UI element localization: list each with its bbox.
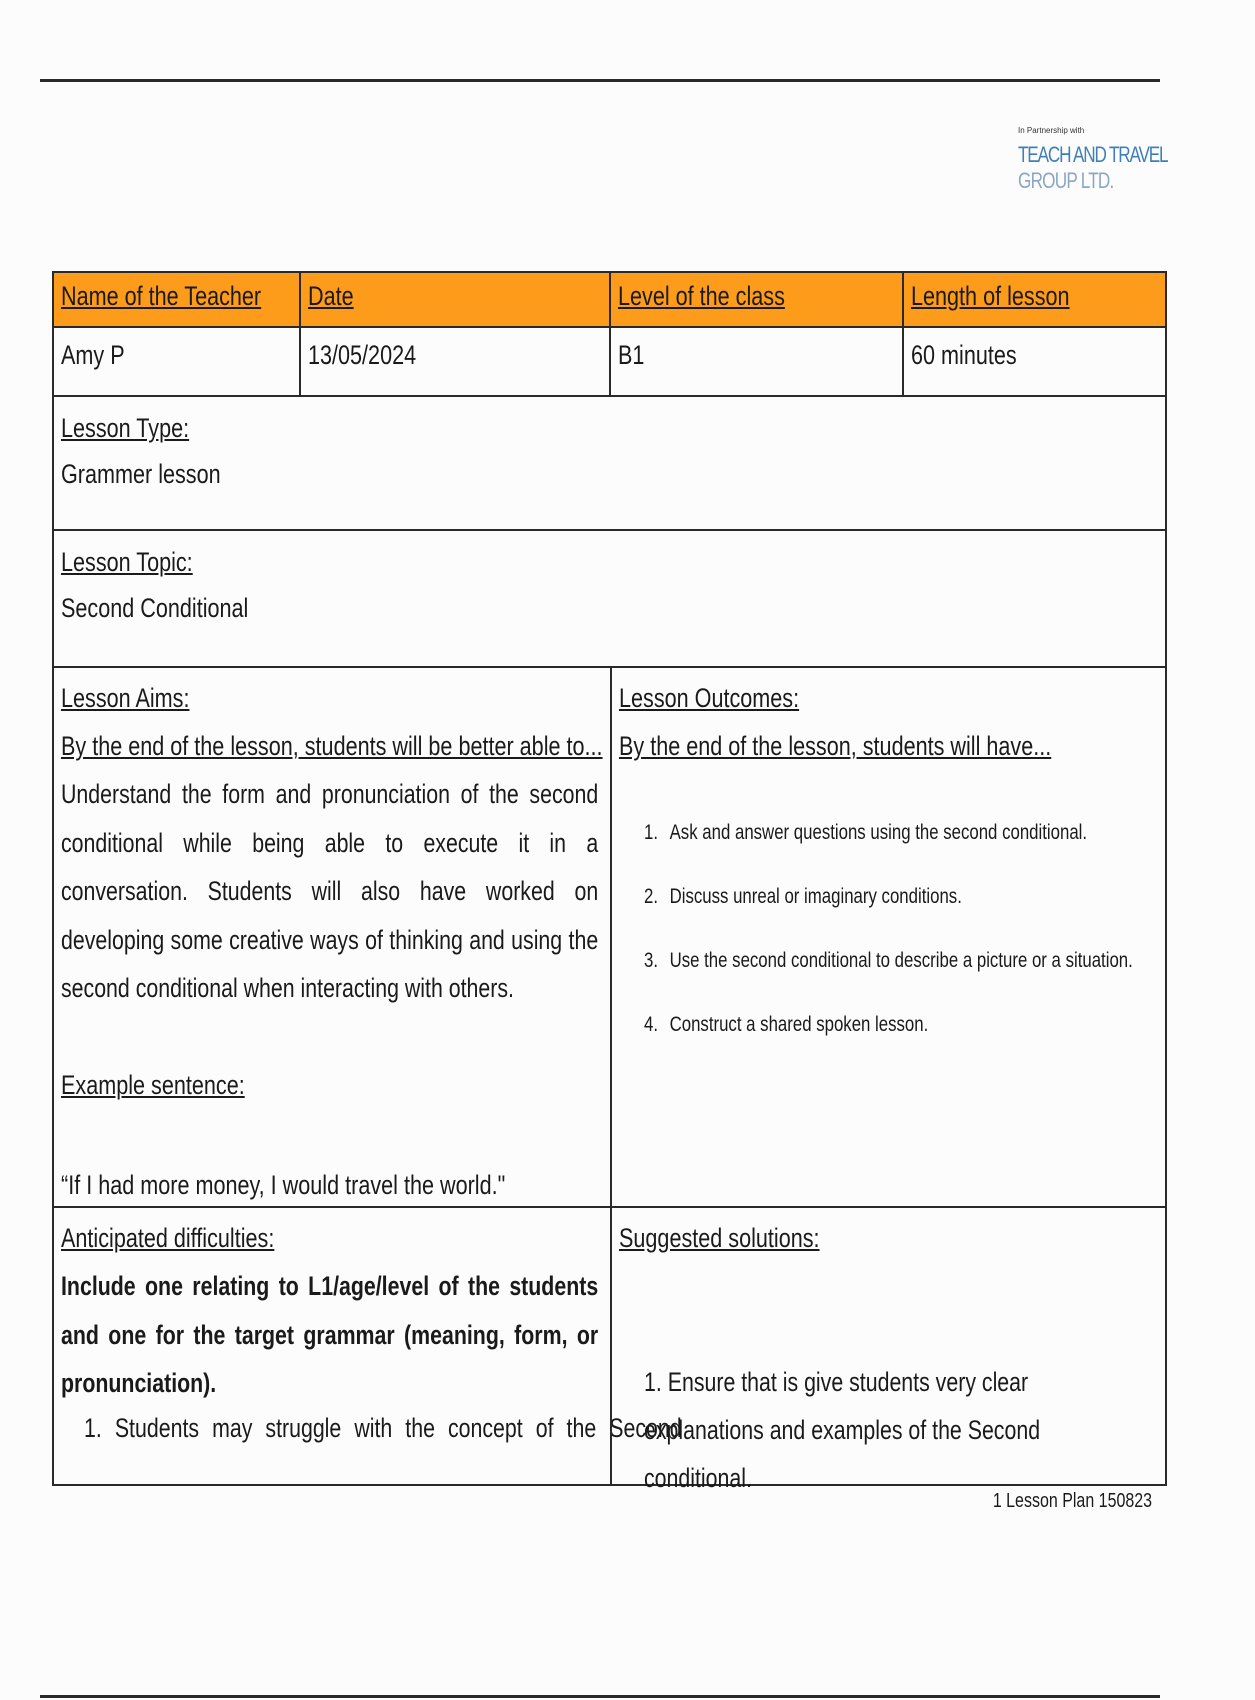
example-label: Example sentence:: [61, 1069, 245, 1100]
lesson-topic-value: Second Conditional: [61, 593, 249, 623]
level-value: B1: [609, 328, 902, 395]
solutions-label: Suggested solutions:: [619, 1223, 820, 1253]
logo-partner-text: In Partnership with: [1018, 126, 1085, 135]
info-row: [54, 326, 1165, 395]
aims-label: Lesson Aims:: [61, 683, 190, 713]
lesson-type-value: Grammer lesson: [61, 459, 221, 489]
difficulties-section: [54, 1208, 682, 1484]
length-value: 60 minutes: [902, 328, 1165, 395]
header-teacher: Name of the Teacher: [54, 273, 299, 326]
partner-logo: [1018, 126, 1168, 193]
aims-text: Understand the form and pronunciation of the second conditional while being able to execute it in a conversation. Students will also have worked on developing some creative ways of thinking and using the second conditional when interacting with others.: [61, 779, 599, 1003]
date-value: 13/05/2024: [299, 328, 609, 395]
logo-brand-line1: TEACH AND TRAVEL: [1018, 142, 1168, 167]
difficulties-instruction: Include one relating to L1/age/level of the students and one for the target grammar (meaning, form, or pronunciation).: [61, 1271, 599, 1398]
header-length: Length of lesson: [902, 273, 1165, 326]
solutions-section: [610, 1208, 1165, 1493]
list-item: 3. Use the second conditional to describe a picture or a situation.: [644, 949, 1133, 972]
difficulty-item: 1. Students may struggle with the concept of the Second: [84, 1413, 682, 1443]
list-item: 1. Ask and answer questions using the second conditional.: [644, 821, 1088, 844]
lesson-topic-label: Lesson Topic:: [61, 547, 193, 577]
top-divider: [40, 79, 1160, 82]
difficulties-solutions-row: [54, 1206, 1165, 1493]
lesson-topic-row: [54, 529, 1165, 666]
lesson-type-label: Lesson Type:: [61, 413, 190, 443]
lesson-aims-section: [54, 668, 610, 1206]
lesson-topic-section: [54, 531, 1165, 666]
solution-item: 1. Ensure that is give students very clear explanations and examples of the Second conditional.: [644, 1367, 1041, 1493]
outcomes-label: Lesson Outcomes:: [619, 683, 800, 713]
example-sentence: “If I had more money, I would travel the world.": [61, 1169, 506, 1200]
header-row: [54, 273, 1165, 326]
page-footer: 1 Lesson Plan 150823: [992, 1490, 1152, 1512]
teacher-value: Amy P: [61, 340, 125, 370]
difficulties-label: Anticipated difficulties:: [61, 1223, 275, 1253]
outcomes-intro: By the end of the lesson, students will have...: [619, 731, 1052, 761]
outcomes-list: [644, 816, 1255, 1072]
logo-brand-line2: GROUP LTD.: [1018, 168, 1114, 193]
list-item: 2. Discuss unreal or imaginary conditions.: [644, 885, 962, 908]
aims-intro: By the end of the lesson, students will be better able to...: [61, 731, 603, 761]
list-item: 4. Construct a shared spoken lesson.: [644, 1013, 929, 1036]
lesson-type-section: [54, 397, 1165, 529]
lesson-type-row: [54, 395, 1165, 529]
header-level: Level of the class: [609, 273, 902, 326]
lesson-outcomes-section: [610, 668, 1165, 1206]
header-date: Date: [299, 273, 609, 326]
aims-outcomes-row: [54, 666, 1165, 1206]
bottom-divider: [40, 1695, 1160, 1698]
lesson-plan-table: [52, 271, 1167, 1493]
